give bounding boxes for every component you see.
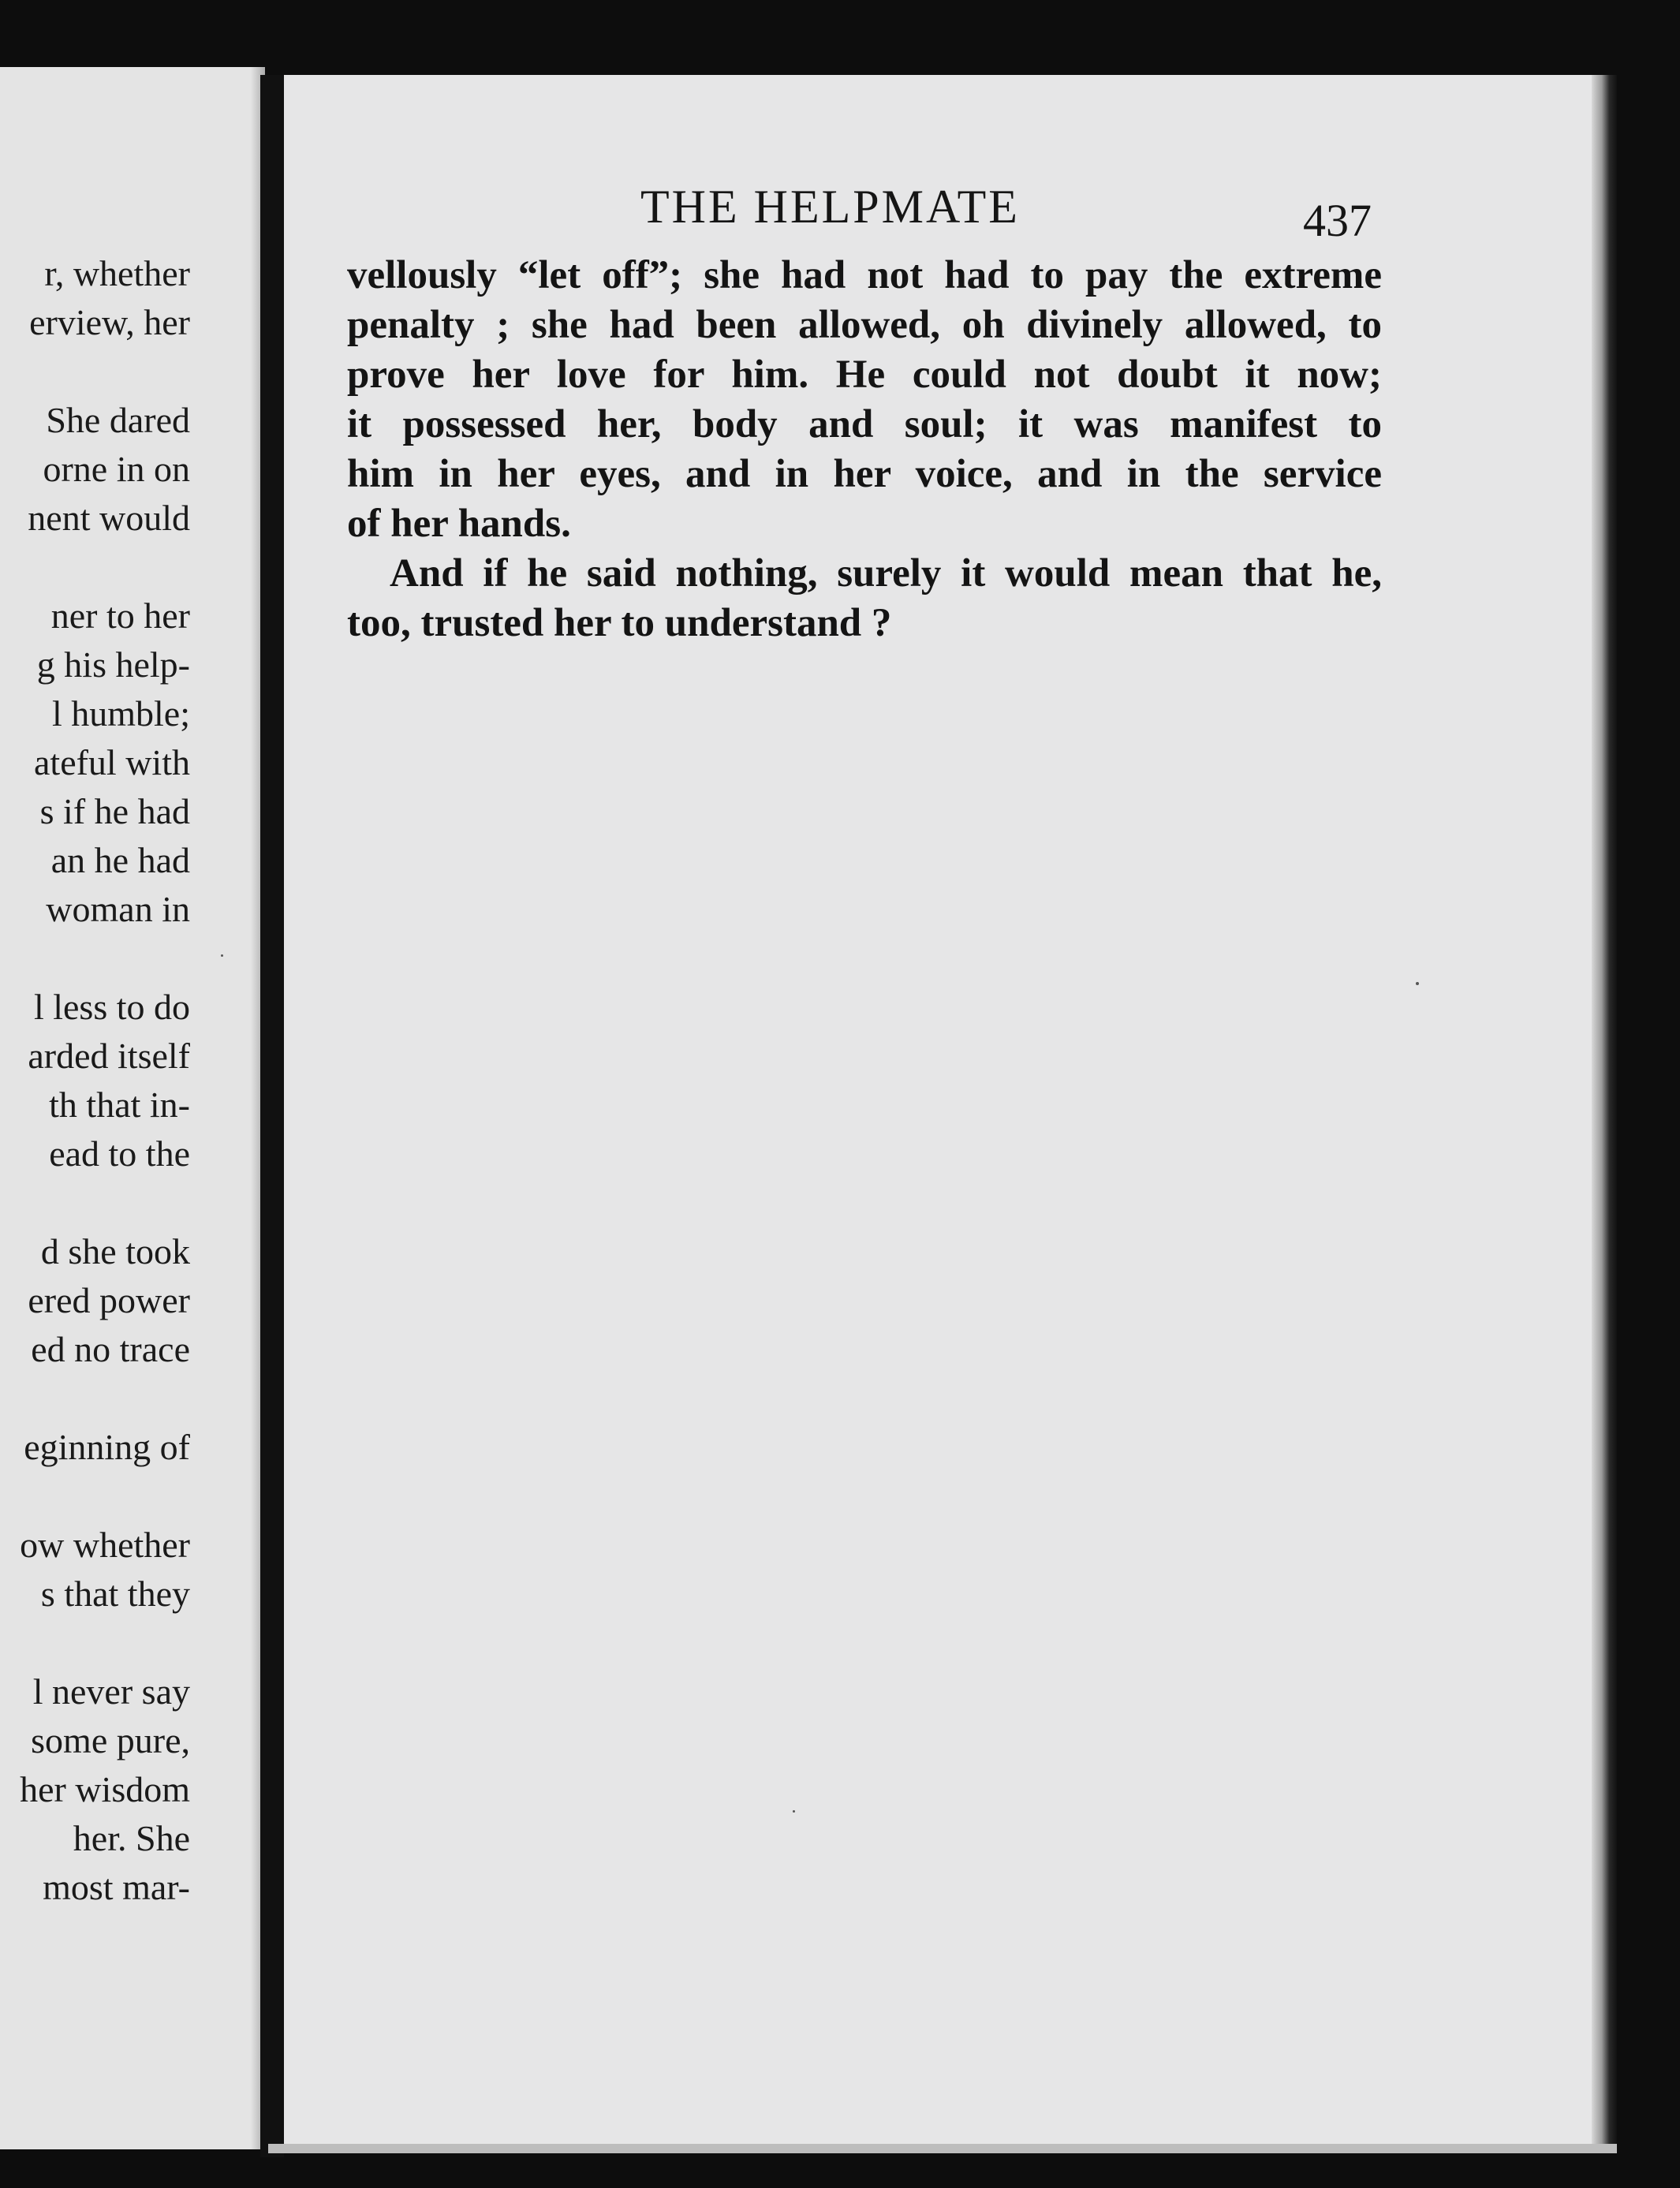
paper-speck [221,954,223,957]
facing-text-fragment: ead to the [49,1133,190,1174]
facing-text-fragment: ner to her [50,596,190,636]
facing-text-fragment: an he had [50,840,190,880]
facing-text-fragment: most mar- [43,1867,190,1907]
text-line: it possessed her, body and soul; it was manifest to [347,402,1382,446]
facing-text-fragment: her wisdom [20,1769,190,1809]
facing-text-fragment: arded itself [28,1036,190,1076]
facing-text-fragment: some pure, [31,1720,190,1760]
facing-text-fragment: l humble; [51,693,190,734]
facing-text-fragment: ateful with [34,742,190,782]
facing-page-left [0,67,265,2149]
facing-text-fragment: r, whether [44,253,190,293]
facing-text-fragment: nent would [28,498,190,538]
running-head: THE HELPMATE [640,181,1020,233]
facing-text-fragment: ed no trace [31,1329,190,1369]
facing-text-fragment: g his help- [36,644,190,685]
binding-gutter [260,75,284,2157]
facing-text-fragment: her. She [73,1818,190,1858]
facing-text-fragment: l less to do [33,987,190,1027]
text-line: And if he said nothing, surely it would mean that he, [390,551,1382,596]
page-number: 437 [1303,195,1372,246]
facing-text-fragment: ered power [28,1280,190,1320]
page-bottom-edge [268,2144,1617,2153]
paper-speck [793,1810,795,1813]
facing-text-fragment: orne in on [43,449,190,489]
facing-text-fragment: d she took [40,1231,190,1271]
body-text [347,251,1382,648]
facing-text-fragment: s if he had [39,791,190,831]
facing-text-fragment: l never say [32,1671,190,1712]
text-line: penalty ; she had been allowed, oh divinely allowed, to [347,303,1382,347]
facing-text-fragment: She dared [46,400,190,440]
facing-text-fragment: ow whether [20,1525,190,1565]
facing-text-fragment: erview, her [29,302,190,342]
text-line: him in her eyes, and in her voice, and in the service [347,452,1382,496]
text-line: vellously “let off”; she had not had to pay the extreme [347,253,1382,297]
facing-text-fragment: woman in [46,889,190,929]
facing-text-fragment: th that in- [49,1085,190,1125]
page-edge-shadow [1592,75,1617,2149]
text-line: too, trusted her to understand ? [347,601,892,645]
facing-text-fragment: s that they [40,1574,190,1614]
text-line: prove her love for him. He could not doubt it now; [347,353,1382,397]
paper-speck [1416,982,1419,985]
text-line: of her hands. [347,502,571,546]
facing-text-fragment: eginning of [24,1427,190,1467]
